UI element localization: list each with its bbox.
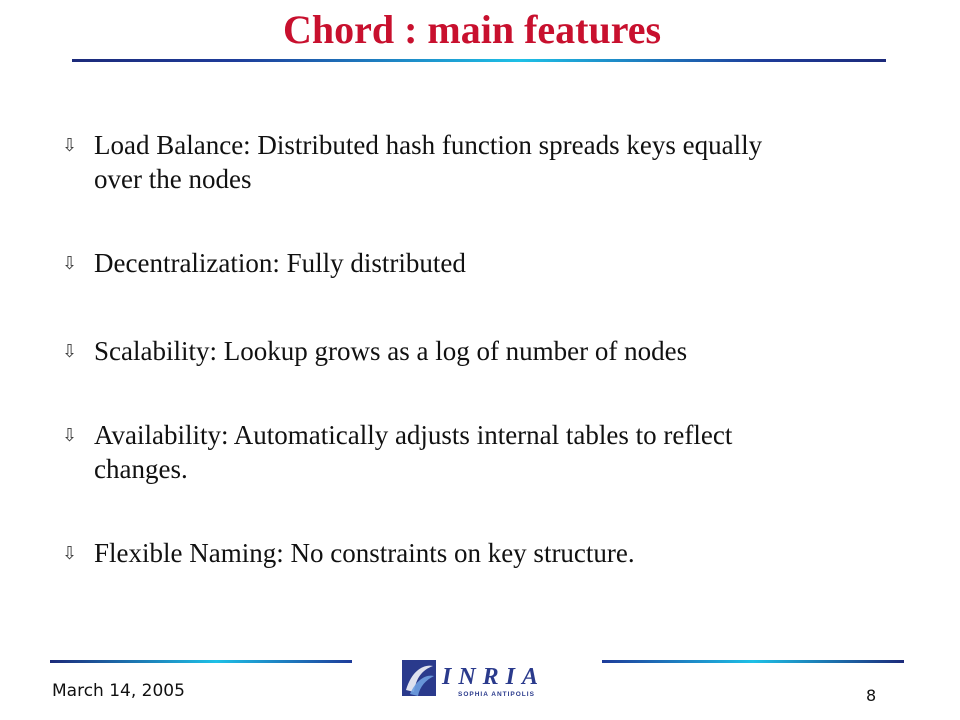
logo-subtitle: SOPHIA ANTIPOLIS (458, 691, 535, 698)
bullet-item-load-balance (62, 128, 902, 196)
bullet-line: Availability: Automatically adjusts internal tables to reflect (94, 420, 733, 450)
slide-title: Chord : main features (282, 7, 662, 52)
hollow-down-arrow-icon: ⇩ (62, 341, 78, 362)
hollow-down-arrow-icon: ⇩ (62, 425, 78, 446)
bullet-item-flexible-naming (62, 536, 902, 572)
bullet-item-scalability (62, 334, 902, 370)
title-underline (72, 59, 886, 62)
bullet-text: Decentralization: Fully distributed (94, 248, 466, 278)
bullet-text (94, 418, 732, 486)
bullet-text: Flexible Naming: No constraints on key structure. (94, 538, 635, 568)
bullet-item-availability (62, 418, 902, 486)
footer-rule-left (50, 660, 352, 663)
logo-wordmark: INRIA (442, 664, 546, 690)
inria-logo (400, 656, 560, 704)
hollow-down-arrow-icon: ⇩ (62, 135, 78, 156)
page-number: 8 (866, 686, 877, 705)
footer-rule-right (602, 660, 904, 663)
hollow-down-arrow-icon: ⇩ (62, 543, 78, 564)
bullet-text: Scalability: Lookup grows as a log of number of nodes (94, 336, 688, 366)
bullet-text (94, 128, 762, 196)
bullet-line: changes. (94, 454, 188, 484)
footer-date: March 14, 2005 (52, 681, 185, 701)
bullet-line: Load Balance: Distributed hash function spreads keys equally (94, 130, 763, 160)
bullet-item-decentralization (62, 246, 902, 282)
bullet-line: over the nodes (94, 164, 252, 194)
hollow-down-arrow-icon: ⇩ (62, 253, 78, 274)
